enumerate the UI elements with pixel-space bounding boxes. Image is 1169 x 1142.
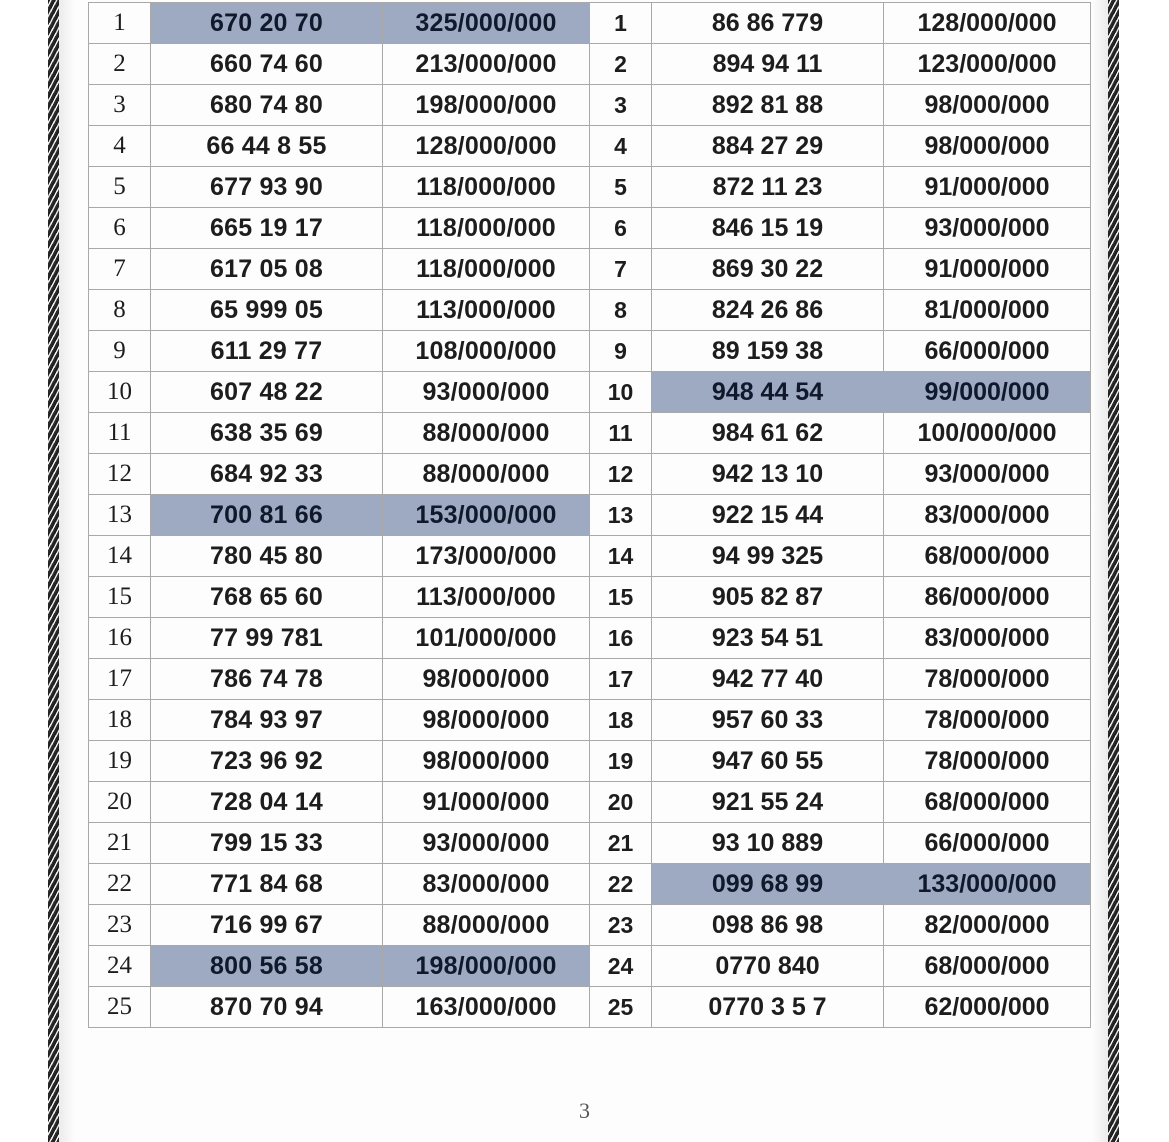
row-index-left: 11 [89, 413, 151, 454]
amount-cell-right[interactable]: 68/000/000 [884, 946, 1091, 987]
amount-cell-left[interactable]: 98/000/000 [383, 700, 590, 741]
table-row[interactable] [89, 44, 1091, 85]
serial-cell-right[interactable]: 923 54 51 [652, 618, 884, 659]
serial-cell-left[interactable]: 786 74 78 [151, 659, 383, 700]
row-index-right: 15 [590, 577, 652, 618]
amount-cell-left[interactable]: 93/000/000 [383, 372, 590, 413]
row-index-right: 2 [590, 44, 652, 85]
serial-cell-right[interactable]: 892 81 88 [652, 85, 884, 126]
amount-cell-left[interactable]: 118/000/000 [383, 167, 590, 208]
amount-cell-right[interactable]: 78/000/000 [884, 659, 1091, 700]
serial-cell-left[interactable]: 607 48 22 [151, 372, 383, 413]
table-row[interactable] [89, 495, 1091, 536]
serial-cell-right[interactable]: 884 27 29 [652, 126, 884, 167]
amount-cell-right[interactable]: 99/000/000 [884, 372, 1091, 413]
row-index-left: 4 [89, 126, 151, 167]
serial-cell-right[interactable]: 099 68 99 [652, 864, 884, 905]
table-body [89, 3, 1091, 1028]
row-index-left: 22 [89, 864, 151, 905]
row-index-left: 8 [89, 290, 151, 331]
serial-cell-left[interactable]: 66 44 8 55 [151, 126, 383, 167]
row-index-right: 4 [590, 126, 652, 167]
amount-cell-left[interactable]: 198/000/000 [383, 946, 590, 987]
row-index-left: 3 [89, 85, 151, 126]
row-index-right: 9 [590, 331, 652, 372]
table-row[interactable] [89, 618, 1091, 659]
amount-cell-right[interactable]: 68/000/000 [884, 536, 1091, 577]
table-row[interactable] [89, 987, 1091, 1028]
row-index-right: 11 [590, 413, 652, 454]
amount-cell-left[interactable]: 153/000/000 [383, 495, 590, 536]
serial-cell-left[interactable]: 638 35 69 [151, 413, 383, 454]
row-index-right: 23 [590, 905, 652, 946]
serial-cell-left[interactable]: 723 96 92 [151, 741, 383, 782]
amount-cell-left[interactable]: 128/000/000 [383, 126, 590, 167]
serial-cell-right[interactable]: 922 15 44 [652, 495, 884, 536]
serial-cell-right[interactable]: 94 99 325 [652, 536, 884, 577]
row-index-right: 18 [590, 700, 652, 741]
amount-cell-right[interactable]: 133/000/000 [884, 864, 1091, 905]
serial-cell-left[interactable]: 677 93 90 [151, 167, 383, 208]
row-index-right: 6 [590, 208, 652, 249]
serial-cell-left[interactable]: 65 999 05 [151, 290, 383, 331]
table-row[interactable] [89, 700, 1091, 741]
table-row[interactable] [89, 167, 1091, 208]
row-index-left: 24 [89, 946, 151, 987]
amount-cell-left[interactable]: 88/000/000 [383, 413, 590, 454]
amount-cell-right[interactable]: 93/000/000 [884, 208, 1091, 249]
amount-cell-right[interactable]: 83/000/000 [884, 495, 1091, 536]
amount-cell-right[interactable]: 98/000/000 [884, 126, 1091, 167]
amount-cell-right[interactable]: 123/000/000 [884, 44, 1091, 85]
amount-cell-right[interactable]: 66/000/000 [884, 331, 1091, 372]
page-shadow-right [1092, 0, 1108, 1142]
amount-cell-right[interactable]: 78/000/000 [884, 741, 1091, 782]
amount-cell-right[interactable]: 128/000/000 [884, 3, 1091, 44]
amount-cell-right[interactable]: 78/000/000 [884, 700, 1091, 741]
serial-cell-left[interactable]: 684 92 33 [151, 454, 383, 495]
amount-cell-left[interactable]: 93/000/000 [383, 823, 590, 864]
amount-cell-right[interactable]: 82/000/000 [884, 905, 1091, 946]
row-index-left: 14 [89, 536, 151, 577]
serial-cell-right[interactable]: 942 77 40 [652, 659, 884, 700]
serial-cell-left[interactable]: 728 04 14 [151, 782, 383, 823]
amount-cell-left[interactable]: 98/000/000 [383, 659, 590, 700]
table-row[interactable] [89, 372, 1091, 413]
amount-cell-right[interactable]: 68/000/000 [884, 782, 1091, 823]
amount-cell-left[interactable]: 325/000/000 [383, 3, 590, 44]
serial-cell-right[interactable]: 89 159 38 [652, 331, 884, 372]
serial-cell-left[interactable]: 768 65 60 [151, 577, 383, 618]
amount-cell-right[interactable]: 91/000/000 [884, 249, 1091, 290]
serial-cell-right[interactable]: 0770 840 [652, 946, 884, 987]
serial-cell-right[interactable]: 947 60 55 [652, 741, 884, 782]
serial-cell-right[interactable]: 86 86 779 [652, 3, 884, 44]
amount-cell-right[interactable]: 62/000/000 [884, 987, 1091, 1028]
amount-cell-left[interactable]: 88/000/000 [383, 454, 590, 495]
row-index-left: 2 [89, 44, 151, 85]
row-index-right: 1 [590, 3, 652, 44]
amount-cell-left[interactable]: 118/000/000 [383, 249, 590, 290]
serial-cell-right[interactable]: 93 10 889 [652, 823, 884, 864]
amount-cell-left[interactable]: 91/000/000 [383, 782, 590, 823]
serial-cell-right[interactable]: 894 94 11 [652, 44, 884, 85]
serial-amount-table-container [88, 2, 1090, 1028]
row-index-right: 14 [590, 536, 652, 577]
table-row[interactable] [89, 454, 1091, 495]
amount-cell-left[interactable]: 113/000/000 [383, 577, 590, 618]
row-index-right: 19 [590, 741, 652, 782]
row-index-left: 18 [89, 700, 151, 741]
page-shadow-left [59, 0, 75, 1142]
row-index-right: 16 [590, 618, 652, 659]
serial-cell-left[interactable]: 799 15 33 [151, 823, 383, 864]
table-row[interactable] [89, 126, 1091, 167]
row-index-left: 19 [89, 741, 151, 782]
table-row[interactable] [89, 782, 1091, 823]
table-row[interactable] [89, 864, 1091, 905]
table-row[interactable] [89, 413, 1091, 454]
serial-cell-right[interactable]: 984 61 62 [652, 413, 884, 454]
book-binding-left-icon [48, 0, 59, 1142]
row-index-left: 17 [89, 659, 151, 700]
book-binding-right-icon [1108, 0, 1119, 1142]
serial-cell-left[interactable]: 680 74 80 [151, 85, 383, 126]
serial-cell-left[interactable]: 870 70 94 [151, 987, 383, 1028]
amount-cell-right[interactable]: 83/000/000 [884, 618, 1091, 659]
serial-cell-right[interactable]: 948 44 54 [652, 372, 884, 413]
table-row[interactable] [89, 536, 1091, 577]
page-number: 3 [579, 1098, 590, 1123]
serial-cell-left[interactable]: 611 29 77 [151, 331, 383, 372]
serial-cell-right[interactable]: 957 60 33 [652, 700, 884, 741]
table-row[interactable] [89, 741, 1091, 782]
serial-cell-left[interactable]: 780 45 80 [151, 536, 383, 577]
table-row[interactable] [89, 577, 1091, 618]
row-index-right: 3 [590, 85, 652, 126]
amount-cell-left[interactable]: 108/000/000 [383, 331, 590, 372]
row-index-left: 25 [89, 987, 151, 1028]
row-index-right: 5 [590, 167, 652, 208]
serial-amount-table [88, 2, 1091, 1028]
row-index-right: 8 [590, 290, 652, 331]
serial-cell-left[interactable]: 665 19 17 [151, 208, 383, 249]
row-index-left: 5 [89, 167, 151, 208]
amount-cell-left[interactable]: 198/000/000 [383, 85, 590, 126]
row-index-right: 21 [590, 823, 652, 864]
serial-cell-left[interactable]: 660 74 60 [151, 44, 383, 85]
serial-cell-left[interactable]: 77 99 781 [151, 618, 383, 659]
amount-cell-right[interactable]: 98/000/000 [884, 85, 1091, 126]
table-row[interactable] [89, 659, 1091, 700]
amount-cell-right[interactable]: 81/000/000 [884, 290, 1091, 331]
row-index-right: 20 [590, 782, 652, 823]
serial-cell-right[interactable]: 869 30 22 [652, 249, 884, 290]
row-index-right: 13 [590, 495, 652, 536]
serial-cell-right[interactable]: 942 13 10 [652, 454, 884, 495]
serial-cell-left[interactable]: 771 84 68 [151, 864, 383, 905]
serial-cell-right[interactable]: 0770 3 5 7 [652, 987, 884, 1028]
row-index-left: 7 [89, 249, 151, 290]
amount-cell-right[interactable]: 91/000/000 [884, 167, 1091, 208]
row-index-left: 6 [89, 208, 151, 249]
amount-cell-left[interactable]: 101/000/000 [383, 618, 590, 659]
row-index-left: 23 [89, 905, 151, 946]
row-index-left: 21 [89, 823, 151, 864]
amount-cell-left[interactable]: 118/000/000 [383, 208, 590, 249]
row-index-left: 16 [89, 618, 151, 659]
amount-cell-left[interactable]: 88/000/000 [383, 905, 590, 946]
amount-cell-right[interactable]: 93/000/000 [884, 454, 1091, 495]
table-row[interactable] [89, 331, 1091, 372]
row-index-right: 17 [590, 659, 652, 700]
serial-cell-left[interactable]: 617 05 08 [151, 249, 383, 290]
serial-cell-right[interactable]: 921 55 24 [652, 782, 884, 823]
row-index-left: 12 [89, 454, 151, 495]
table-row[interactable] [89, 249, 1091, 290]
amount-cell-left[interactable]: 173/000/000 [383, 536, 590, 577]
amount-cell-left[interactable]: 163/000/000 [383, 987, 590, 1028]
row-index-left: 1 [89, 3, 151, 44]
table-row[interactable] [89, 290, 1091, 331]
serial-cell-right[interactable]: 846 15 19 [652, 208, 884, 249]
table-row[interactable] [89, 85, 1091, 126]
serial-cell-left[interactable]: 670 20 70 [151, 3, 383, 44]
row-index-left: 13 [89, 495, 151, 536]
row-index-right: 22 [590, 864, 652, 905]
serial-cell-left[interactable]: 784 93 97 [151, 700, 383, 741]
serial-cell-right[interactable]: 824 26 86 [652, 290, 884, 331]
amount-cell-right[interactable]: 66/000/000 [884, 823, 1091, 864]
serial-cell-right[interactable]: 905 82 87 [652, 577, 884, 618]
serial-cell-left[interactable]: 700 81 66 [151, 495, 383, 536]
amount-cell-right[interactable]: 100/000/000 [884, 413, 1091, 454]
serial-cell-left[interactable]: 800 56 58 [151, 946, 383, 987]
table-row[interactable] [89, 946, 1091, 987]
serial-cell-right[interactable]: 098 86 98 [652, 905, 884, 946]
row-index-right: 10 [590, 372, 652, 413]
serial-cell-right[interactable]: 872 11 23 [652, 167, 884, 208]
table-row[interactable] [89, 3, 1091, 44]
row-index-right: 25 [590, 987, 652, 1028]
amount-cell-left[interactable]: 83/000/000 [383, 864, 590, 905]
row-index-left: 9 [89, 331, 151, 372]
row-index-right: 12 [590, 454, 652, 495]
table-row[interactable] [89, 208, 1091, 249]
serial-cell-left[interactable]: 716 99 67 [151, 905, 383, 946]
amount-cell-left[interactable]: 113/000/000 [383, 290, 590, 331]
row-index-right: 24 [590, 946, 652, 987]
table-row[interactable] [89, 905, 1091, 946]
amount-cell-left[interactable]: 213/000/000 [383, 44, 590, 85]
row-index-left: 10 [89, 372, 151, 413]
table-row[interactable] [89, 823, 1091, 864]
row-index-right: 7 [590, 249, 652, 290]
amount-cell-left[interactable]: 98/000/000 [383, 741, 590, 782]
row-index-left: 15 [89, 577, 151, 618]
row-index-left: 20 [89, 782, 151, 823]
amount-cell-right[interactable]: 86/000/000 [884, 577, 1091, 618]
